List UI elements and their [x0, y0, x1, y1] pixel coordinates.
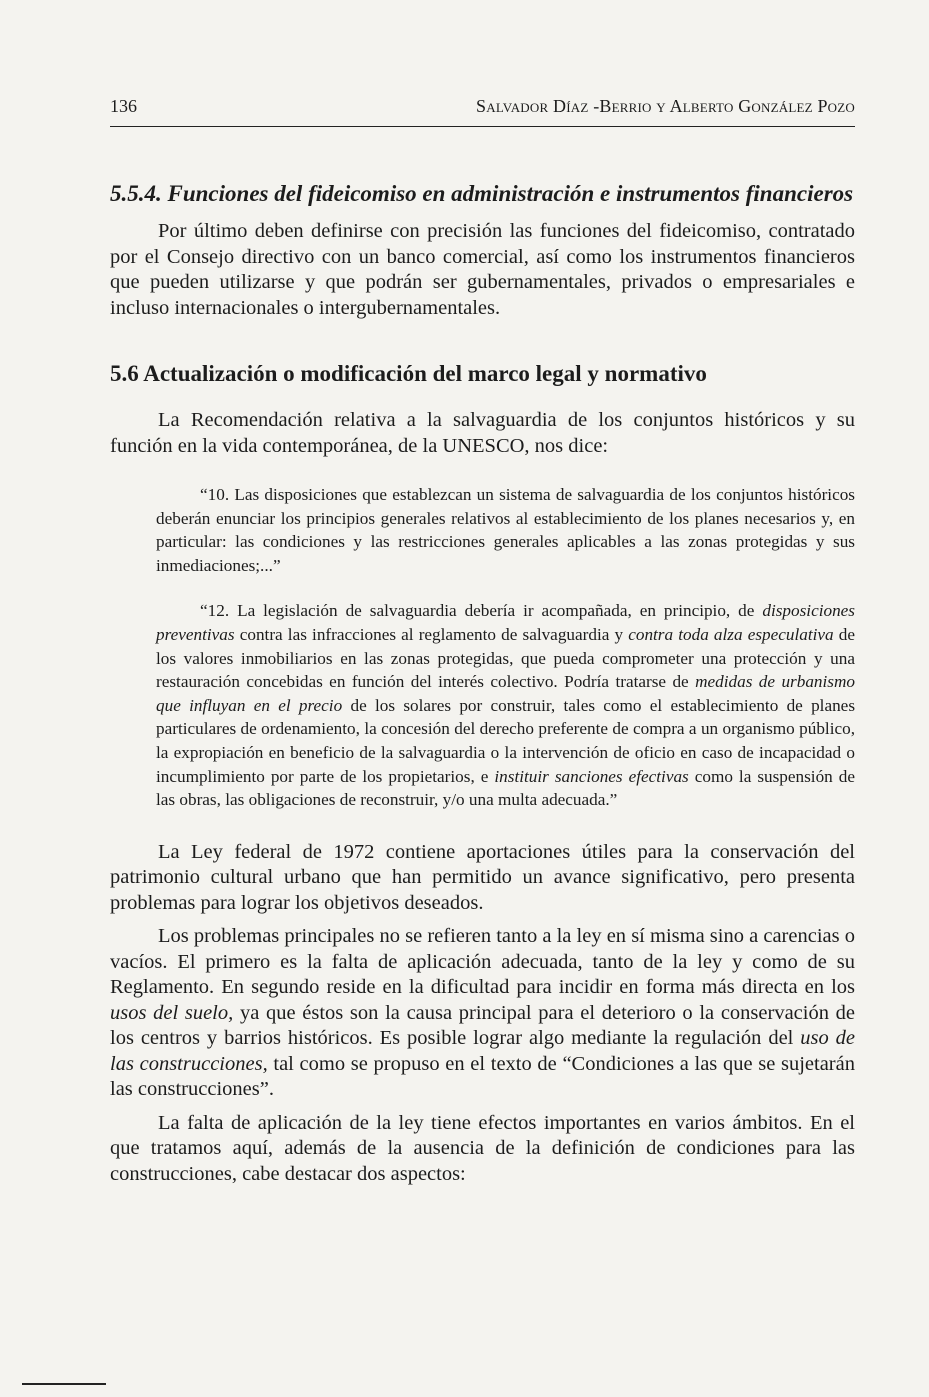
quote-text: de los valores inmobiliarios en las zonas protegidas, que pueda comprometer una protección y una restauración concebidas en función del interés colectivo. Podría tratarse de	[156, 625, 855, 692]
quote-italic-text: instituir sanciones efectivas	[494, 766, 689, 786]
running-header	[110, 96, 855, 127]
paragraph-italic-text: usos del suelo,	[110, 1001, 234, 1024]
quote-italic-text: contra toda alza especulativa	[628, 625, 834, 645]
quote-text: como la suspensión de las obras, las obligaciones de reconstruir, y/o una multa adecuada.”	[156, 766, 855, 810]
paragraph-problemas	[110, 924, 855, 1103]
paragraph-text: tal como se propuso en el texto de “Condiciones a las que se sujetarán las construcciones”.	[110, 1052, 855, 1101]
quote-article-12	[156, 599, 855, 811]
quote-text: “12. La legislación de salvaguardia debería ir acompañada, en principio, de	[200, 601, 763, 621]
page	[110, 96, 855, 1187]
paragraph-falta-aplicacion: La falta de aplicación de la ley tiene efectos importantes en varios ámbitos. En el que tratamos aquí, además de la ausencia de la definición de condiciones para las construcciones, cabe destacar dos aspectos:	[110, 1111, 855, 1185]
page-number: 136	[110, 96, 137, 116]
paragraph-fideicomiso: Por último deben definirse con precisión las funciones del fideicomiso, contratado por el Consejo directivo con un banco comercial, así como los instrumentos financieros que pueden utilizarse y que podrán ser gubernamentales, privados o empresariales e incluso internacionales o intergubernamentales.	[110, 220, 855, 319]
quote-italic-text: medidas de urbanismo que influyan en el precio	[156, 672, 855, 715]
quote-text: contra las infracciones al reglamento de salvaguardia y	[234, 625, 629, 645]
quote-italic-text: disposiciones preventivas	[156, 601, 855, 645]
section-heading: 5.6 Actualización o modificación del marco legal y normativo	[110, 361, 707, 386]
quote-text: de los solares por construir, tales como el establecimiento de planes particulares de ordenamiento, la concesión del derecho preferente de compra a un organismo público, la expropiación en beneficio de la salvaguardia o la intervención de oficio en caso de incapacidad o incumplimiento por parte de los propietarios, e	[156, 695, 856, 786]
paragraph-text: Los problemas principales no se refieren tanto a la ley en sí misma sino a carencias o vacíos. El primero es la falta de aplicación adecuada, tanto de la ley y como de su Reglamento. En segundo reside en la dificultad para incidir en forma más directa en los	[110, 925, 855, 999]
paragraph-text: ya que éstos son la causa principal para el deterioro o la conservación de los centros y barrios históricos. Es posible lograr algo mediante la regulación del	[110, 1001, 855, 1050]
paragraph-italic-text: uso de las construcciones,	[110, 1027, 855, 1075]
subsection-heading: 5.5.4. Funciones del fideicomiso en administración e instrumentos financieros	[110, 181, 854, 206]
quote-article-10: “10. Las disposiciones que establezcan un sistema de salvaguardia de los conjuntos históricos deberán enunciar los principios generales relativos al establecimiento de los planes necesarios y, en particular: las condiciones y las restricciones generales aplicables a las zonas protegidas y sus inmediaciones;...”	[156, 485, 855, 575]
paragraph-recomendacion: La Recomendación relativa a la salvaguardia de los conjuntos históricos y su función en la vida contemporánea, de la UNESCO, nos dice:	[110, 409, 855, 457]
paragraph-ley-federal: La Ley federal de 1972 contiene aportaciones útiles para la conservación del patrimonio cultural urbano que han permitido un avance significativo, pero presenta problemas para lograr los objetivos deseados.	[110, 840, 855, 914]
running-header-authors: Salvador Díaz -Berrio y Alberto González Pozo	[476, 96, 855, 116]
scan-edge-line	[22, 1383, 106, 1385]
